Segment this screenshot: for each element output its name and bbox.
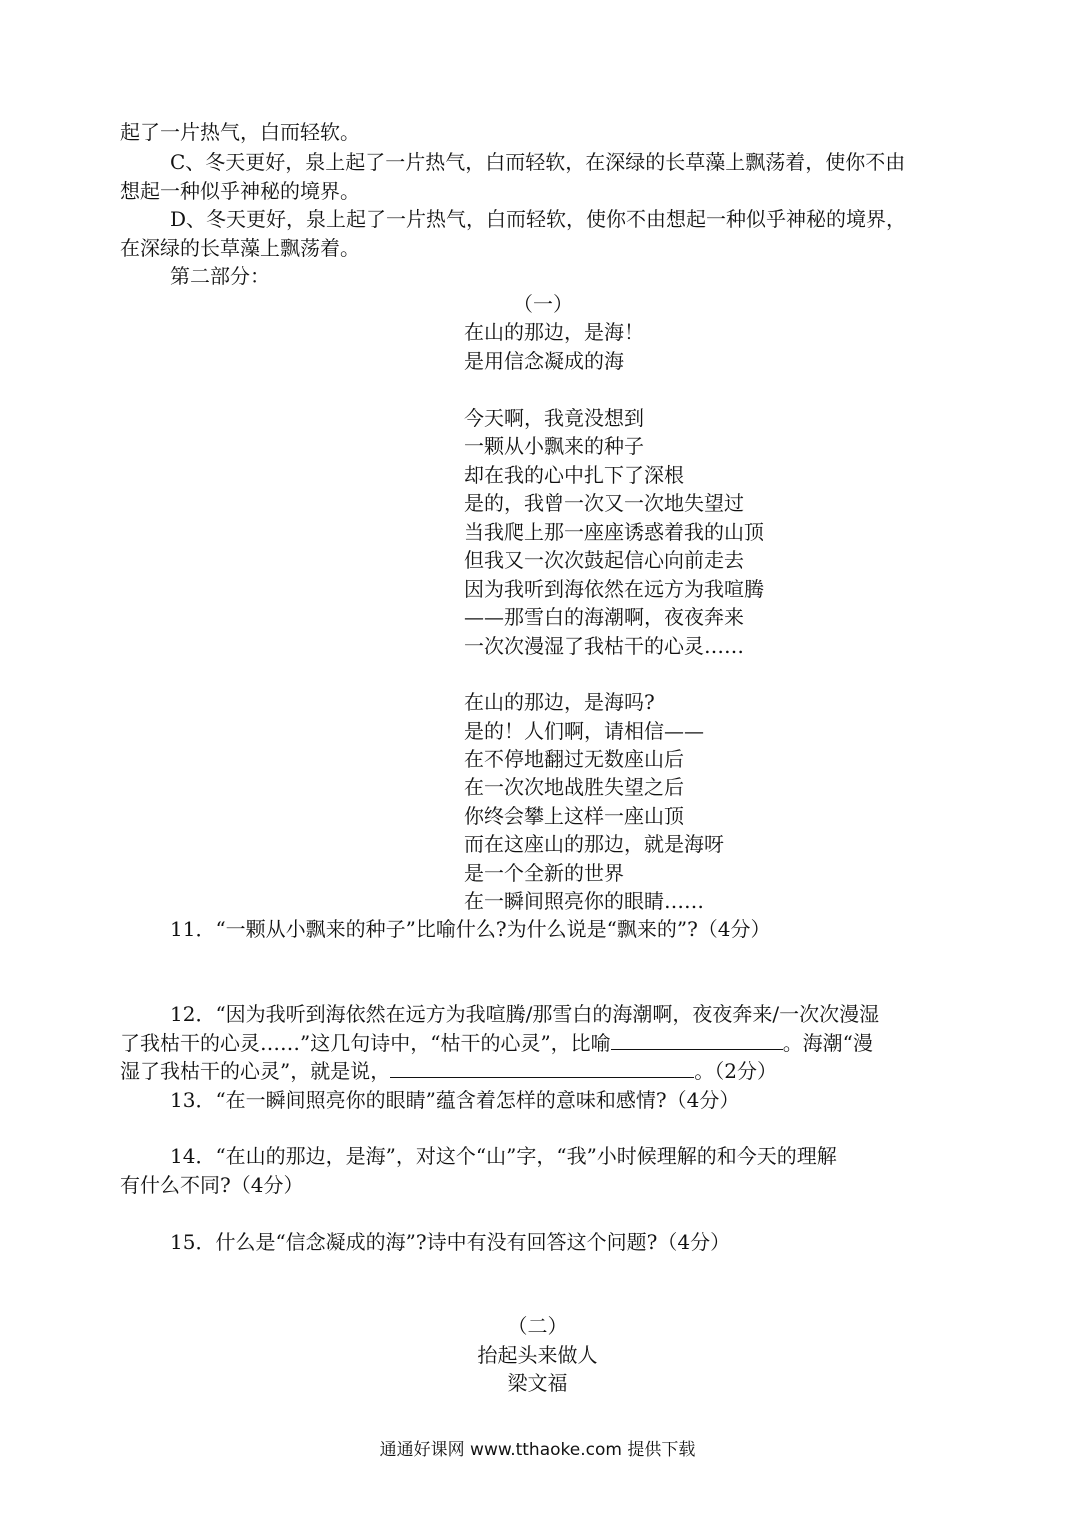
poem-line: 在山的那边，是海吗?: [464, 690, 655, 714]
section-heading: 第二部分：: [170, 264, 270, 288]
question-12-text: 了我枯干的心灵……”这几句诗中，“枯干的心灵”，比喻: [120, 1031, 611, 1055]
poem-line: 而在这座山的那边，就是海呀: [464, 832, 724, 856]
question-13: 13．“在一瞬间照亮你的眼睛”蕴含着怎样的意味和感情?（4分）: [170, 1088, 740, 1112]
poem-line: 在山的那边，是海！: [464, 320, 644, 344]
poem-line: 是一个全新的世界: [464, 861, 624, 885]
option-c-line-2: 想起一种似乎神秘的境界。: [120, 179, 360, 203]
poem-line: 你终会攀上这样一座山顶: [464, 804, 684, 828]
question-12-text: 湿了我枯干的心灵”，就是说，: [120, 1059, 391, 1083]
question-14-line-1: 14．“在山的那边，是海”，对这个“山”字，“我”小时候理解的和今天的理解: [170, 1144, 837, 1168]
question-12-text: 。海潮“漫: [782, 1031, 873, 1055]
option-d-line-2: 在深绿的长草藻上飘荡着。: [120, 236, 360, 260]
essay-author: 梁文福: [507, 1371, 568, 1395]
poem-line: 一颗从小飘来的种子: [464, 434, 644, 458]
poem-line: 在一次次地战胜失望之后: [464, 775, 684, 799]
poem-line: 但我又一次次鼓起信心向前走去: [464, 548, 744, 572]
option-d-line-1: D、冬天更好，泉上起了一片热气，白而轻软，使你不由想起一种似乎神秘的境界，: [170, 207, 907, 231]
question-14-line-2: 有什么不同?（4分）: [120, 1173, 304, 1197]
question-12-line-2: [0, 1029, 1075, 1057]
poem-line: 是用信念凝成的海: [464, 349, 624, 373]
poem-line: 是的！人们啊，请相信——: [464, 719, 704, 743]
answer-blank-1[interactable]: [611, 1031, 783, 1050]
essay-title: 抬起头来做人: [477, 1343, 598, 1367]
poem-line: ——那雪白的海潮啊，夜夜奔来: [464, 605, 744, 629]
question-15: 15．什么是“信念凝成的海”?诗中有没有回答这个问题?（4分）: [170, 1230, 731, 1254]
question-12-line-3: [0, 1057, 1075, 1085]
poem-line: 今天啊，我竟没想到: [464, 406, 644, 430]
option-c-line-1: C、冬天更好，泉上起了一片热气，白而轻软，在深绿的长草藻上飘荡着，使你不由: [170, 150, 906, 174]
question-12-text: 。（2分）: [694, 1059, 777, 1083]
poem-line: 因为我听到海依然在远方为我喧腾: [464, 577, 764, 601]
option-b-tail: 起了一片热气，白而轻软。: [120, 120, 360, 144]
poem-line: 在不停地翻过无数座山后: [464, 747, 684, 771]
question-11: 11．“一颗从小飘来的种子”比喻什么?为什么说是“飘来的”?（4分）: [170, 917, 771, 941]
poem-number: （一）: [513, 292, 573, 316]
poem-line: 却在我的心中扎下了深根: [464, 463, 684, 487]
poem-line: 是的，我曾一次又一次地失望过: [464, 491, 744, 515]
poem-line: 一次次漫湿了我枯干的心灵……: [464, 634, 744, 658]
page-footer: 通通好课网 www.tthaoke.com 提供下载: [379, 1440, 696, 1460]
essay-number: （二）: [507, 1314, 568, 1338]
poem-line: 当我爬上那一座座诱惑着我的山顶: [464, 520, 764, 544]
question-12-line-1: 12．“因为我听到海依然在远方为我喧腾/那雪白的海潮啊，夜夜奔来/一次次漫湿: [170, 1002, 880, 1026]
answer-blank-2[interactable]: [390, 1059, 694, 1078]
poem-line: 在一瞬间照亮你的眼睛……: [464, 889, 704, 913]
